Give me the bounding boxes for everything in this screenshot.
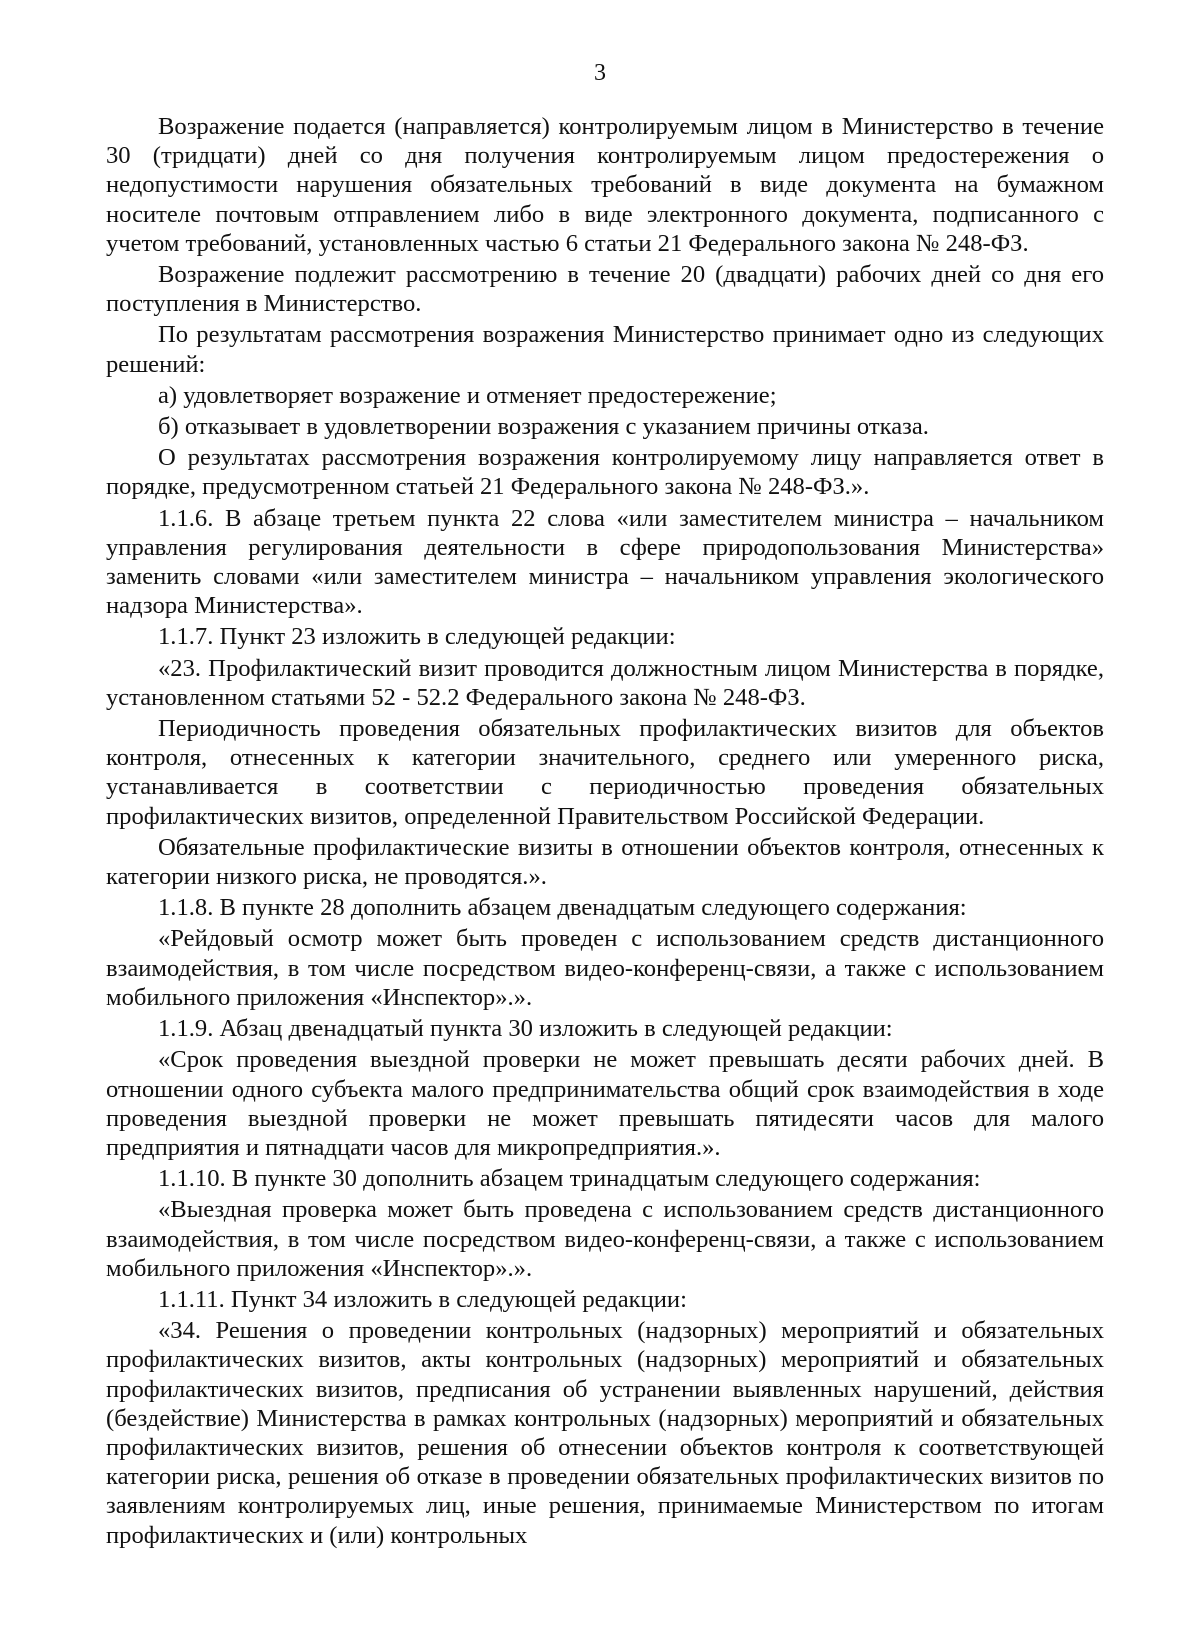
paragraph-objection-review-term: Возражение подлежит рассмотрению в течение 20 (двадцати) рабочих дней со дня его поступления в Министерство. xyxy=(106,261,1104,318)
paragraph-review-decisions-intro: По результатам рассмотрения возражения Министерство принимает одно из следующих решений: xyxy=(106,321,1104,378)
paragraph-review-result-answer: О результатах рассмотрения возражения контролируемому лицу направляется ответ в порядке, предусмотренном статьей 21 Федерального закона № 248-ФЗ.». xyxy=(106,444,1104,501)
paragraph-onsite-inspection-term: «Срок проведения выездной проверки не может превышать десяти рабочих дней. В отношении одного субъекта малого предпринимательства общий срок взаимодействия в ходе проведения выездной проверки не может превышать пятидесяти часов для малого предприятия и пятнадцати часов для микропредприятия.». xyxy=(106,1046,1104,1161)
paragraph-raid-inspection: «Рейдовый осмотр может быть проведен с использованием средств дистанционного взаимодействия, в том числе посредством видео-конференц-связи, а также с использованием мобильного приложения «Инспектор».». xyxy=(106,925,1104,1011)
paragraph-1-1-7: 1.1.7. Пункт 23 изложить в следующей редакции: xyxy=(158,623,676,651)
paragraph-remote-onsite-inspection: «Выездная проверка может быть проведена с использованием средств дистанционного взаимодействия, в том числе посредством видео-конференц-связи, а также с использованием мобильного приложения «Инспектор».». xyxy=(106,1196,1104,1282)
paragraph-1-1-6: 1.1.6. В абзаце третьем пункта 22 слова «или заместителем министра – начальником управления регулирования деятельности в сфере природопользования Министерства» заменить словами «или заместителем министра – начальником управления экологического надзора Министерства». xyxy=(106,504,1104,620)
document-body xyxy=(106,112,1104,1552)
paragraph-visit-periodicity: Периодичность проведения обязательных профилактических визитов для объектов контроля, отнесенных к категории значительного, среднего или умеренного риска, устанавливается в соответствии с периодичностью проведения обязательных профилактических визитов, определенной Правительством Российской Федерации. xyxy=(106,715,1104,830)
paragraph-objection-filing: Возражение подается (направляется) контролируемым лицом в Министерство в течение 30 (тридцати) дней со дня получения контролируемым лицом предостережения о недопустимости нарушения обязательных требований в виде документа на бумажном носителе почтовым отправлением либо в виде электронного документа, подписанного с учетом требований, установленных частью 6 статьи 21 Федерального закона № 248-ФЗ. xyxy=(106,113,1104,257)
paragraph-1-1-8: 1.1.8. В пункте 28 дополнить абзацем двенадцатым следующего содержания: xyxy=(158,894,967,922)
paragraph-decision-a: а) удовлетворяет возражение и отменяет предостережение; xyxy=(158,381,777,409)
paragraph-item-34: «34. Решения о проведении контрольных (надзорных) мероприятий и обязательных профилактических визитов, акты контрольных (надзорных) мероприятий и обязательных профилактических визитов, предписания об устранении выявленных нарушений, действия (бездействие) Министерства в рамках контрольных (надзорных) мероприятий и обязательных профилактических визитов, решения об отнесении объектов контроля к соответствующей категории риска, решения об отказе в проведении обязательных профилактических визитов по заявлениям контролируемых лиц, иные решения, принимаемые Министерством по итогам профилактических и (или) контрольных xyxy=(106,1317,1104,1549)
page-number: 3 xyxy=(594,60,606,86)
paragraph-1-1-10: 1.1.10. В пункте 30 дополнить абзацем тринадцатым следующего содержания: xyxy=(158,1165,981,1193)
paragraph-item-23: «23. Профилактический визит проводится должностным лицом Министерства в порядке, установленном статьями 52 - 52.2 Федерального закона № 248-ФЗ. xyxy=(106,654,1104,711)
paragraph-1-1-9: 1.1.9. Абзац двенадцатый пункта 30 изложить в следующей редакции: xyxy=(158,1015,893,1043)
paragraph-1-1-11: 1.1.11. Пункт 34 изложить в следующей редакции: xyxy=(158,1285,687,1313)
paragraph-decision-b: б) отказывает в удовлетворении возражения с указанием причины отказа. xyxy=(158,413,929,441)
paragraph-low-risk-visits: Обязательные профилактические визиты в отношении объектов контроля, отнесенных к категории низкого риска, не проводятся.». xyxy=(106,833,1104,891)
